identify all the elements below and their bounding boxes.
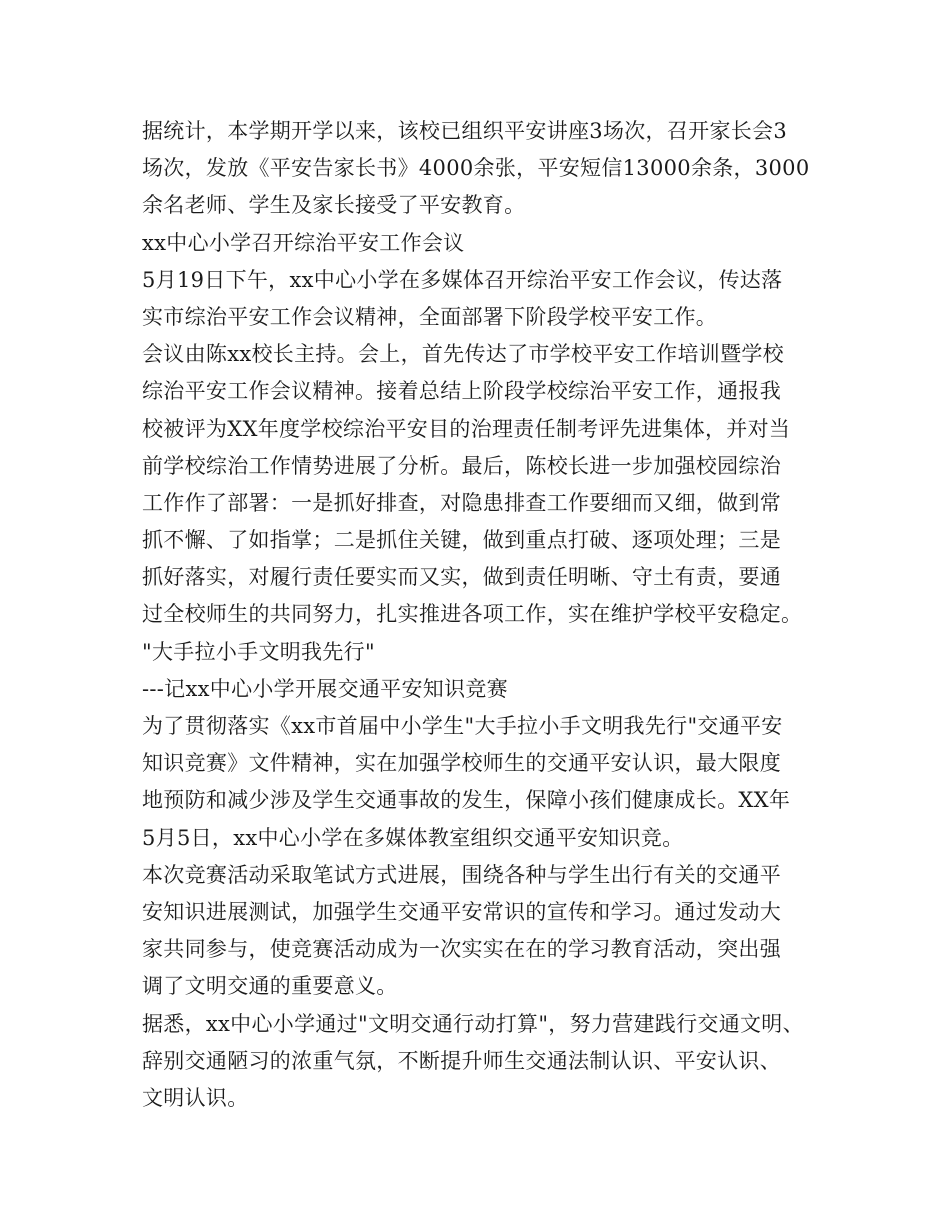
text-line: 文明认识。 <box>142 1085 249 1110</box>
text-line: 过全校师生的共同努力，扎实推进各项工作，实在维护学校平安稳定。 <box>142 602 803 627</box>
text-line: 知识竞赛》文件精神，实在加强学校师生的交通平安认识，最大限度 <box>142 751 781 776</box>
text-line: 场次，发放《平安告家长书》4000余张，平安短信13000余条，3000 <box>142 156 810 181</box>
text-line: 据悉，xx中心小学通过"文明交通行动打算"，努力营建践行交通文明、 <box>142 1011 804 1036</box>
text-line: 校被评为XX年度学校综治平安目的治理责任制考评先进集体，并对当 <box>142 416 791 441</box>
text-line: 5月19日下午，xx中心小学在多媒体召开综治平安工作会议，传达落 <box>142 267 783 292</box>
text-line: 余名老师、学生及家长接受了平安教育。 <box>142 193 526 218</box>
text-line: 工作作了部署：一是抓好排查，对隐患排查工作要细而又细，做到常 <box>142 490 781 515</box>
text-line: 据统计，本学期开学以来，该校已组织平安讲座3场次，召开家长会3 <box>142 119 788 143</box>
text-line: 实市综治平安工作会议精神，全面部署下阶段学校平安工作。 <box>142 304 718 329</box>
section-heading: "大手拉小手文明我先行" <box>142 639 375 664</box>
text-line: 抓不懈、了如指掌；二是抓住关键，做到重点打破、逐项处理；三是 <box>142 528 781 553</box>
text-line: 为了贯彻落实《xx市首届中小学生"大手拉小手文明我先行"交通平安 <box>142 714 783 738</box>
text-line: 辞别交通陋习的浓重气氛，不断提升师生交通法制认识、平安认识、 <box>142 1048 781 1073</box>
text-line: 综治平安工作会议精神。接着总结上阶段学校综治平安工作，通报我 <box>142 379 781 404</box>
text-line: 地预防和减少涉及学生交通事故的发生，保障小孩们健康成长。XX年 <box>142 788 791 813</box>
text-line: 本次竞赛活动采取笔试方式进展，围绕各种与学生出行有关的交通平 <box>142 862 781 887</box>
text-line: 前学校综治工作情势进展了分析。最后，陈校长进一步加强校园综治 <box>142 453 781 478</box>
text-line: 会议由陈xx校长主持。会上，首先传达了市学校平安工作培训暨学校 <box>142 342 784 367</box>
text-line: 抓好落实，对履行责任要实而又实，做到责任明晰、守土有责，要通 <box>142 565 781 590</box>
text-line: 调了文明交通的重要意义。 <box>142 974 398 999</box>
text-line: 安知识进展测试，加强学生交通平安常识的宣传和学习。通过发动大 <box>142 899 781 924</box>
text-line: 5月5日，xx中心小学在多媒体教室组织交通平安知识竞。 <box>142 825 684 850</box>
text-line: 家共同参与，使竞赛活动成为一次实实在在的学习教育活动，突出强 <box>142 937 781 962</box>
section-heading: xx中心小学召开综治平安工作会议 <box>142 230 465 255</box>
section-subheading: ---记xx中心小学开展交通平安知识竞赛 <box>142 676 508 701</box>
document-body <box>142 113 832 1117</box>
